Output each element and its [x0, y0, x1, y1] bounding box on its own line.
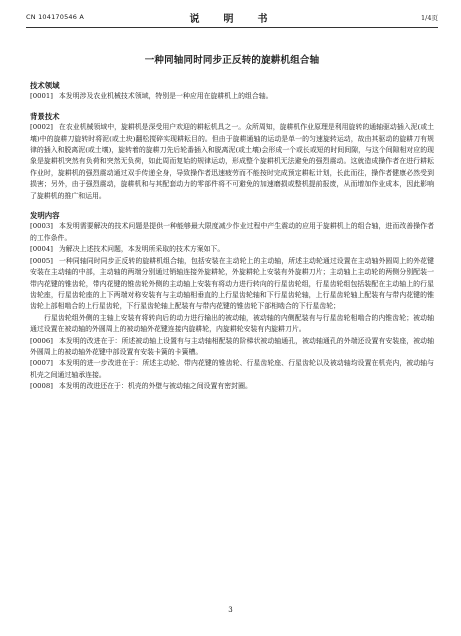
paragraph-text: 一种同轴同时同步正反转的旋耕机组合轴，包括安装在主动轮上的主动轴，所述主动轮通过设置在主动轴外圆周上的外花键安装在主动轴的中部，主动轴的两端分别通过销轴连接外旋耕轮，外旋耕轮上安装有外旋耕刀片；主动轴上主动轮的两侧分别配装一带内花键的锥齿轮，带内花键的锥齿轮外侧的主动轴上安装有将动力进行转向的行星齿轮组，行星齿轮组包括装配在主动轴上的行星齿轮座，行星齿轮座的上下两端对称安装有与主动轴相垂直的上行星齿轮轴和下行星齿轮轴，上行星齿轮轴上配装有与带内花键的锥齿轮上部相啮合的上行星齿轮，下行星齿轮轴上配装有与带内花键的锥齿轮下部相啮合的下行星齿轮；	[30, 256, 434, 311]
paragraph-number: [0006]	[30, 336, 53, 345]
paragraph-text: 本发明涉及农业机械技术领域，特别是一种应用在旋耕机上的组合轴。	[58, 92, 273, 101]
paragraph-0005	[30, 256, 434, 313]
header-rule	[26, 27, 438, 28]
paragraph-number: [0005]	[30, 256, 53, 265]
paragraph-0003	[30, 221, 434, 244]
paragraph-number: [0004]	[30, 245, 53, 254]
section-heading-field: 技术领域	[30, 81, 60, 90]
page-indicator: 1/4页	[421, 14, 438, 22]
section-heading-background: 背景技术	[30, 111, 60, 121]
paragraph-0004	[30, 244, 434, 255]
section-heading-summary: 发明内容	[30, 211, 60, 221]
paragraph-text: 为解决上述技术问题，本发明所采取的技术方案如下。	[58, 245, 225, 254]
paragraph-text: 本发明的改进在于：所述被动轴上设置有与主动轴相配装的阶梯状被动轴通孔，被动轴通孔的外端还设置有安装座，被动轴外圆周上的被动轴外花键中部设置有安装卡簧的卡簧槽。	[30, 336, 434, 356]
paragraph-number: [0003]	[30, 222, 53, 231]
paragraph-0005-continued	[30, 313, 434, 336]
page-header	[26, 10, 438, 26]
page-number: 3	[228, 606, 233, 614]
paragraph-number: [0002]	[30, 123, 53, 132]
paragraph-text: 本发明的进一步改进在于：所述主动轮、带内花键的锥齿轮、行星齿轮座、行星齿轮以及被动轴均设置在机壳内，被动轴与机壳之间通过轴承连接。	[30, 359, 434, 379]
paragraph-0007	[30, 358, 434, 381]
paragraph-number: [0007]	[30, 359, 53, 368]
paragraph-0002	[30, 122, 434, 202]
paragraph-text: 本发明的改进还在于：机壳的外壁与被动轴之间设置有密封圈。	[58, 382, 252, 391]
patent-number: CN 104170546 A	[26, 13, 84, 21]
document-type: 说 明 书	[189, 14, 275, 25]
paragraph-text: 在农业机械领域中，旋耕机是深受用户欢迎的耕耘机具之一。众所周知，旋耕机作业原理是利用旋转的通轴驱动插入泥(或土壤)中的旋耕刀旋转时将泥(或土块)翻松搅碎实现耕耘目的。但由于旋耕通轴的运动是单一的匀速旋转运动，故由其驱动的旋耕刀有规律的插入和脱离泥(或土壤)，旋转着的旋耕刀先后轮番插入和脱离泥(或土壤)会形成一个或长或短的时间间隙，与这个间隙相对应的现象是旋耕机突然有负荷和突然无负荷，如此周而复始的规律运动，形成整个旋耕机无法避免的强烈震动。这就造成操作者在进行耕耘作业时，旋耕机的强烈震动通过双手传递全身，导致操作者迅速疲劳而不能按时完成预定耕耘计划，长此而往，操作者健康必然受到损害；另外，由于强烈震动，旋耕机和与其配套动力的零部件将不可避免的加速磨损或整机提前报废，从而增加作业成本，因此影响了旋耕机的推广和运用。	[30, 123, 434, 200]
paragraph-text: 本发明需要解决的技术问题是提供一种能够最大限度减少作业过程中产生震动的应用于旋耕机上的组合轴，进而改善操作者的工作条件。	[30, 222, 434, 242]
paragraph-number: [0001]	[30, 92, 53, 101]
paragraph-0008	[30, 381, 434, 392]
paragraph-0006	[30, 336, 434, 359]
paragraph-0001	[30, 91, 434, 102]
paragraph-number: [0008]	[30, 382, 53, 391]
document-body	[30, 80, 434, 393]
document-title: 一种同轴同时同步正反转的旋耕机组合轴	[144, 55, 320, 66]
paragraph-text: 行星齿轮组外侧的主轴上安装有将转向后的动力进行输出的被动轴，被动轴的内侧配装有与行星齿轮相啮合的内锥齿轮；被动轴通过设置在被动轴的外圆周上的被动轴外花键连接内旋耕轮，内旋耕轮安装有内旋耕刀片。	[30, 313, 434, 334]
